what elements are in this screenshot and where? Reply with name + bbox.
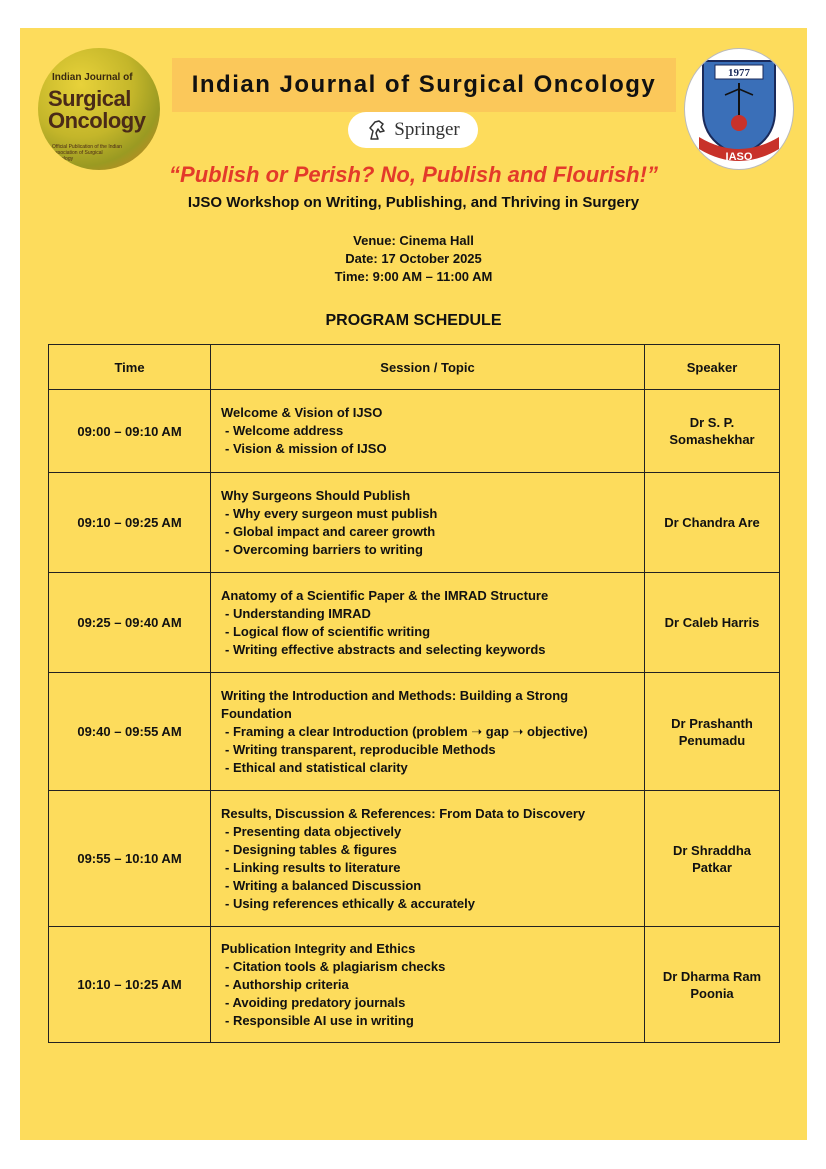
iaso-shield-icon xyxy=(685,49,793,169)
journal-title: Indian Journal of Surgical Oncology xyxy=(191,71,657,98)
topic-point: - Linking results to literature xyxy=(225,859,401,875)
topic-point: - Ethical and statistical clarity xyxy=(225,759,408,775)
row-time: 09:25 – 09:40 AM xyxy=(49,573,211,673)
logo-line1: Indian Journal of xyxy=(52,72,133,83)
iaso-emblem xyxy=(684,48,794,170)
topic-point: - Using references ethically & accurately xyxy=(225,895,476,911)
row-speaker xyxy=(645,791,780,927)
ijso-journal-logo xyxy=(38,48,160,170)
topic-point: - Why every surgeon must publish xyxy=(225,505,438,521)
row-topic xyxy=(211,673,645,791)
topic-point: - Responsible AI use in writing xyxy=(225,1012,414,1028)
table-row xyxy=(49,390,780,473)
program-schedule-title: PROGRAM SCHEDULE xyxy=(325,312,502,329)
row-speaker xyxy=(645,573,780,673)
emblem-year: 1977 xyxy=(728,67,750,79)
event-date: Date: 17 October 2025 xyxy=(345,251,482,266)
topic-point: - Writing effective abstracts and selecting keywords xyxy=(225,641,546,657)
topic-title: Welcome & Vision of IJSO xyxy=(221,405,383,420)
speaker-line: Dr Caleb Harris xyxy=(664,615,760,630)
topic-point: - Writing a balanced Discussion xyxy=(225,877,422,893)
row-time: 09:10 – 09:25 AM xyxy=(49,473,211,573)
row-speaker xyxy=(645,927,780,1043)
springer-logo xyxy=(348,112,478,148)
event-details xyxy=(20,232,807,286)
topic-point: - Understanding IMRAD xyxy=(225,605,371,621)
table-row xyxy=(49,791,780,927)
row-topic xyxy=(211,473,645,573)
logo-line2b: Oncology xyxy=(48,108,146,133)
row-topic xyxy=(211,390,645,473)
speaker-line: Dr Prashanth xyxy=(671,715,753,731)
speaker-line: Somashekhar xyxy=(669,432,755,447)
row-time: 10:10 – 10:25 AM xyxy=(49,927,211,1043)
table-header-row xyxy=(49,345,780,390)
topic-title: Writing the Introduction and Methods: Building a Strong Foundation xyxy=(221,687,569,721)
row-time: 09:00 – 09:10 AM xyxy=(49,390,211,473)
table-row xyxy=(49,673,780,791)
topic-point: - Logical flow of scientific writing xyxy=(225,623,431,639)
topic-title: Publication Integrity and Ethics xyxy=(221,940,416,956)
topic-point: - Designing tables & figures xyxy=(225,841,397,857)
speaker-line: Dr Chandra Are xyxy=(664,515,760,530)
topic-point: - Global impact and career growth xyxy=(225,523,436,539)
row-topic xyxy=(211,573,645,673)
header-session: Session / Topic xyxy=(211,345,645,390)
speaker-line: Poonia xyxy=(690,985,734,1001)
workshop-subtitle: IJSO Workshop on Writing, Publishing, and Thriving in Surgery xyxy=(187,194,640,211)
springer-horse-icon xyxy=(366,119,388,141)
event-time: Time: 9:00 AM – 11:00 AM xyxy=(334,269,493,284)
topic-point: - Framing a clear Introduction (problem ➝ gap ➝ objective) xyxy=(225,723,588,739)
topic-point: - Overcoming barriers to writing xyxy=(225,541,423,557)
speaker-line: Dr S. P. xyxy=(689,415,735,430)
tagline: “Publish or Perish? No, Publish and Flourish!” xyxy=(169,162,658,187)
topic-point: - Presenting data objectively xyxy=(225,823,402,839)
logo-small-text: Official Publication of the Indian Association of Surgical Oncology xyxy=(52,144,122,162)
speaker-line: Dr Dharma Ram xyxy=(662,968,762,984)
topic-point: - Citation tools & plagiarism checks xyxy=(225,958,446,974)
publisher-name: Springer xyxy=(394,119,460,140)
header-time: Time xyxy=(49,345,211,390)
journal-title-box xyxy=(172,58,676,112)
table-row xyxy=(49,927,780,1043)
row-topic xyxy=(211,791,645,927)
row-topic xyxy=(211,927,645,1043)
row-time: 09:55 – 10:10 AM xyxy=(49,791,211,927)
row-time: 09:40 – 09:55 AM xyxy=(49,673,211,791)
table-row xyxy=(49,573,780,673)
topic-point: - Vision & mission of IJSO xyxy=(225,441,387,456)
topic-title: Results, Discussion & References: From Data to Discovery xyxy=(221,805,586,821)
row-speaker xyxy=(645,390,780,473)
row-speaker xyxy=(645,473,780,573)
topic-point: - Authorship criteria xyxy=(225,976,349,992)
schedule-table xyxy=(48,344,780,1043)
topic-point: - Writing transparent, reproducible Methods xyxy=(225,741,496,757)
topic-point: - Avoiding predatory journals xyxy=(225,994,406,1010)
poster xyxy=(20,28,807,1140)
topic-title: Why Surgeons Should Publish xyxy=(221,487,411,503)
table-row xyxy=(49,473,780,573)
row-speaker xyxy=(645,673,780,791)
emblem-initials: IASO xyxy=(725,151,753,163)
logo-line2a: Surgical xyxy=(48,86,131,111)
logo-line2 xyxy=(48,88,145,132)
topic-point: - Welcome address xyxy=(225,423,344,438)
speaker-line: Penumadu xyxy=(678,732,746,748)
speaker-line: Patkar xyxy=(692,859,732,875)
topic-title: Anatomy of a Scientific Paper & the IMRAD Structure xyxy=(221,587,549,603)
venue: Venue: Cinema Hall xyxy=(353,233,474,248)
speaker-line: Dr Shraddha xyxy=(672,842,751,858)
header-speaker: Speaker xyxy=(645,345,780,390)
